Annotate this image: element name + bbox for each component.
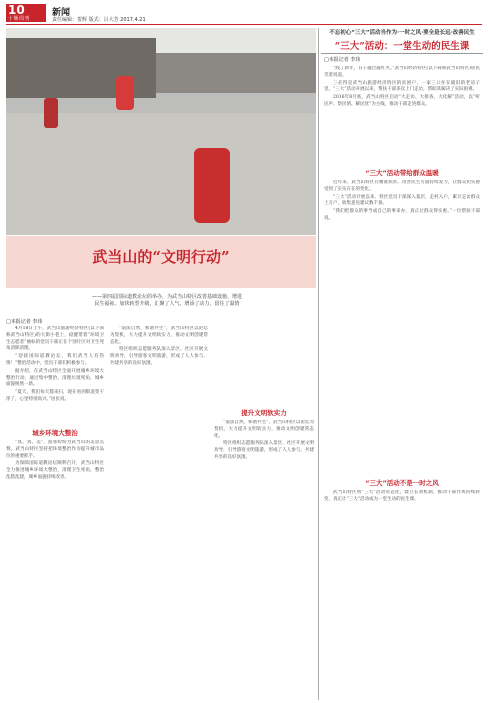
photo-building <box>156 53 316 93</box>
section-name: 新闻 <box>52 8 71 18</box>
side-column <box>324 180 480 472</box>
byline: □本报记者 李玮 <box>6 319 43 325</box>
photo-road <box>6 113 316 235</box>
news-photo <box>6 28 316 235</box>
paragraph: 据介绍，在武当山特区全面开展城乡环境大整治行动，通过集中整治、清理垃圾死角，城乡面貌焕然一新。 <box>6 368 104 388</box>
page-header <box>6 4 482 22</box>
side-subhead: “三大”活动不是一时之风 <box>365 479 439 487</box>
page-number-badge <box>6 4 46 22</box>
paragraph: 武当山特区将“三大”活动常态化，建立长效机制，推动干部作风持续转变，真正让“三大”活动成为一堂生动的民生课。 <box>324 490 480 502</box>
photo-person <box>116 76 134 110</box>
paragraph: 三必得是武当山旅游经济特区的贫困户，一家三口住在破旧的老房子里。“三大”活动开展以来，帮扶干部多次上门走访，帮助其解决了实际困难。 <box>324 80 480 93</box>
editor-line: 责任编辑：贺辉 版式：吕大芳 2017.4.21 <box>52 17 146 23</box>
paragraph: 特区组织志愿服务队深入景区、社区开展文明劝导，引导游客文明旅游，形成了人人参与、共建共享的良好氛围。 <box>110 347 208 366</box>
side-byline: □本报记者 李玮 <box>324 57 361 63</box>
deck: ——第四届国际道教论坛的举办，为武当山特区改善基础设施、增进民生福祉、加快转型升级，汇聚了人气、增添了动力，留住了温情 <box>92 294 243 307</box>
subhead: 提升文明软实力 <box>241 409 287 417</box>
paragraph: 4月18日上午，武当山旅游经济特区(以下简称武当山特区)的大街小巷上，稳健带着“环境卫生志愿者”袖标的党员干部正在个别片区对卫生死角清除清理。 <box>6 326 104 352</box>
column-rule <box>318 28 319 700</box>
page-number: 10 <box>8 3 25 17</box>
publication-name: 十堰周刊 <box>8 16 31 22</box>
paragraph: 2016年8月底，武当山特区启动“大走访、大排查、大化解”活动，以“听民声、察民情、解民忧”为主线，推动干部走进群众。 <box>324 95 480 107</box>
headline-box <box>6 236 316 288</box>
article-column <box>6 440 104 696</box>
article-column <box>214 420 314 696</box>
paragraph: “道法自然，和谐共生”，武当山特区以论坛为契机，大力提升文明软实力，推动文明创建常态化。 <box>110 326 208 345</box>
side-rule <box>321 53 483 54</box>
paragraph: “迎接国际道教论坛，我们武当人有热情！”整治活动中，党员干部们积极参与。 <box>6 354 104 366</box>
paragraph: “道法自然，和谐共生”，武当山特区以论坛为契机，大力提升文明软实力，推动文明创建常态化。 <box>214 420 314 439</box>
article-column <box>110 326 208 696</box>
photo-person <box>194 148 230 223</box>
paragraph: “三大”活动开展以来，特区党员干部深入基层，走村入户，累计走访群众上万户，收集意见建议数千条。 <box>324 194 480 207</box>
side-subhead: “三大”活动带给群众温暖 <box>365 169 439 177</box>
paragraph: 特区组织志愿服务队深入景区、社区开展文明劝导，引导游客文明旅游，形成了人人参与、共建共享的良好氛围。 <box>214 441 314 460</box>
paragraph: 为保障国际道教论坛顺利召开，武当山特区全力推进城乡环境大整治，清理卫生死角，整治乱搭乱建，城乡面貌持续改善。 <box>6 461 104 480</box>
side-headline: “三大”活动：一堂生动的民生课 <box>334 41 470 52</box>
article-column <box>6 326 104 426</box>
side-column <box>324 490 480 696</box>
photo-person <box>44 98 58 128</box>
side-column <box>324 66 480 164</box>
paragraph: “践了新年，日子越过越红火。”武当山经济特区(以下简称武当山特区)居民笑着说道。 <box>324 66 480 78</box>
headline: 武当山的“文明行动” <box>92 248 230 266</box>
paragraph: “真、真、美”，游客纷纷为武当山的美景点赞。武当山特区坚持把环境整治作为提升城市品位的重要抓手。 <box>6 440 104 459</box>
paragraph: “我们把群众的事当成自己的事来办，真正让群众得实惠。”一位帮扶干部说。 <box>324 209 480 221</box>
subhead: 城乡环境大整治 <box>32 429 78 437</box>
paragraph: “夏天，我们每天都来扫，现在看到街道变干净了，心里特别高兴。”居民说。 <box>6 390 104 402</box>
header-rule <box>6 24 482 25</box>
side-kicker: 不忘初心“三大”活动当作为·一时之风·要全是长远·改善民生 <box>329 30 475 36</box>
paragraph: 近年来，武当山特区在精准扶贫、改善民生方面持续发力，让群众切实感受到了实实在在的变化。 <box>324 180 480 192</box>
